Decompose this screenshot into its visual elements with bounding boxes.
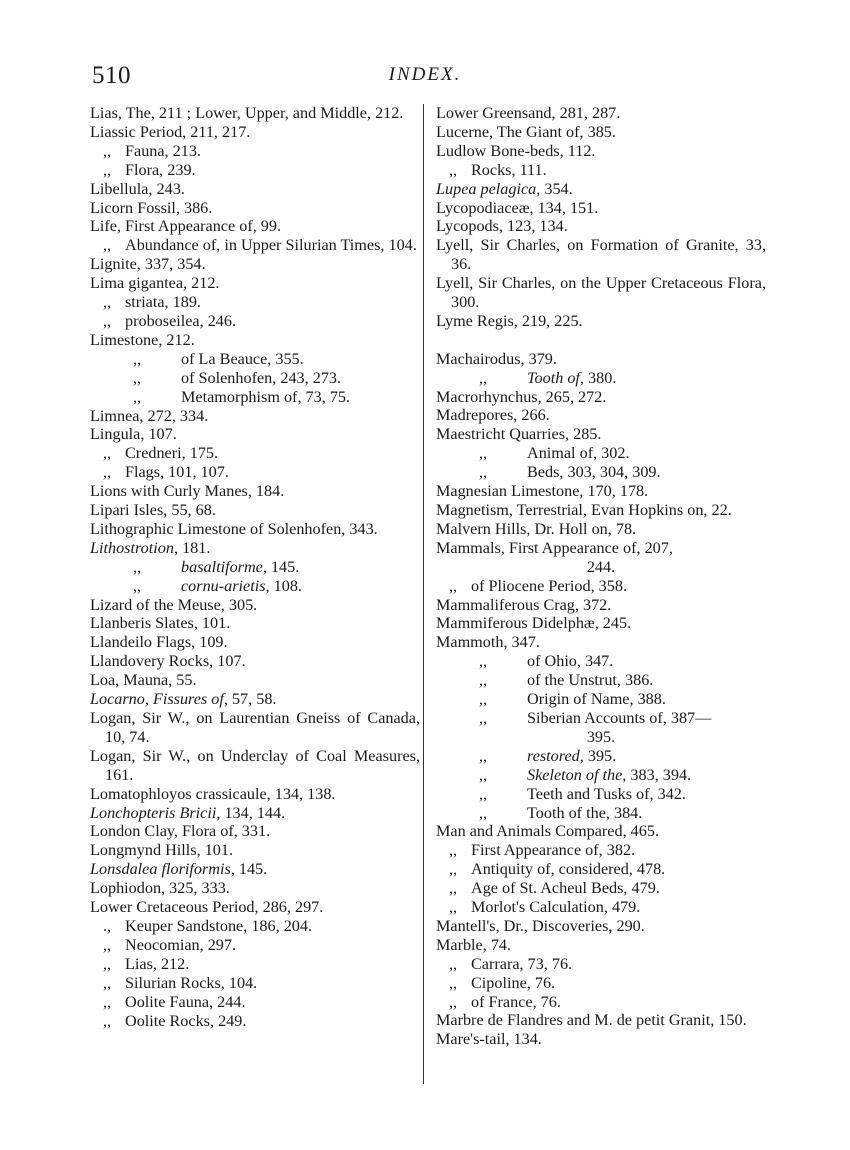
index-entry [436, 841, 766, 860]
ditto-mark: ,, [103, 293, 112, 312]
index-entry [436, 217, 766, 236]
ditto-mark: ,, [479, 765, 488, 784]
index-entry [90, 596, 420, 615]
index-entry [90, 539, 420, 558]
ditto-mark: ., [103, 916, 112, 935]
entry-text: Cipoline, 76. [471, 973, 556, 992]
index-entry [436, 804, 766, 823]
entry-text: Licorn Fossil, 386. [90, 198, 213, 217]
entry-text: 108. [269, 576, 302, 595]
ditto-mark: ,, [103, 1011, 112, 1030]
index-entry [90, 520, 420, 539]
index-entry [90, 974, 420, 993]
index-entry [436, 633, 766, 652]
entry-text: Madrepores, 266. [436, 406, 550, 425]
ditto-mark: ,, [449, 898, 458, 917]
entry-text: Macrorhynchus, 265, 272. [436, 387, 607, 406]
index-entry [90, 614, 420, 633]
italic-term: Lonsdalea floriformis, [90, 860, 235, 879]
entry-text: Tooth of the, 384. [527, 803, 643, 822]
ditto-mark: ,, [479, 803, 488, 822]
index-entry [90, 747, 420, 785]
entry-text: London Clay, Flora of, 331. [90, 822, 271, 841]
entry-text: Logan, Sir W., on Underclay of Coal Measures, 161. [90, 746, 420, 784]
ditto-mark: ,, [103, 311, 112, 330]
column-divider [423, 104, 424, 1084]
index-entry [436, 898, 766, 917]
entry-text: Lithographic Limestone of Solenhofen, 343. [90, 519, 378, 538]
entry-text: Morlot's Calculation, 479. [471, 898, 641, 917]
entry-gap [436, 331, 766, 350]
entry-text: 395. [586, 727, 616, 746]
index-entry [436, 747, 766, 766]
entry-text: Magnetism, Terrestrial, Evan Hopkins on, 22. [436, 501, 732, 520]
entry-text: Animal of, 302. [527, 444, 630, 463]
entry-text: Lima gigantea, 212. [90, 274, 220, 293]
index-entry [90, 161, 420, 180]
entry-text: First Appearance of, 382. [471, 841, 636, 860]
index-entry [436, 350, 766, 369]
ditto-mark: ,, [103, 954, 112, 973]
entry-text: of Pliocene Period, 358. [471, 576, 628, 595]
ditto-mark: ,, [103, 236, 112, 255]
index-entry [90, 955, 420, 974]
italic-term: basaltiforme, [181, 557, 267, 576]
entry-text: Carrara, 73, 76. [471, 954, 573, 973]
entry-text: Beds, 303, 304, 309. [527, 463, 661, 482]
entry-text: 383, 394. [626, 765, 692, 784]
italic-term: cornu-arietis, [181, 576, 270, 595]
index-entry [90, 785, 420, 804]
index-entry [90, 822, 420, 841]
entry-text: 145. [266, 557, 300, 576]
index-entry [436, 444, 766, 463]
italic-term: Tooth of, [527, 368, 584, 387]
italic-term: Lupea pelagica, [436, 179, 541, 198]
index-entry [436, 236, 766, 274]
entry-text: Mammals, First Appearance of, 207, [436, 538, 673, 557]
ditto-mark: ,, [103, 463, 112, 482]
index-entry [90, 407, 420, 426]
entry-text: Neocomian, 297. [125, 935, 237, 954]
index-entry [90, 501, 420, 520]
entry-text: of Ohio, 347. [527, 652, 614, 671]
italic-term: Locarno, Fissures of, [90, 690, 228, 709]
index-entry [436, 501, 766, 520]
index-entry [436, 482, 766, 501]
entry-text: Flora, 239. [125, 160, 196, 179]
index-entry [90, 936, 420, 955]
entry-text: Teeth and Tusks of, 342. [527, 784, 686, 803]
index-entry [90, 482, 420, 501]
entry-text: Longmynd Hills, 101. [90, 841, 233, 860]
ditto-mark: ,, [479, 746, 488, 765]
entry-text: Mammiferous Didelphæ, 245. [436, 614, 632, 633]
entry-text: proboseilea, 246. [125, 311, 237, 330]
entry-text: Lycopods, 123, 134. [436, 217, 568, 236]
index-entry [90, 671, 420, 690]
index-entry [90, 123, 420, 142]
entry-text: Malvern Hills, Dr. Holl on, 78. [436, 519, 637, 538]
entry-text: Ludlow Bone-beds, 112. [436, 141, 596, 160]
entry-text: Fauna, 213. [125, 141, 201, 160]
ditto-mark: ,, [103, 973, 112, 992]
ditto-mark: ,, [103, 935, 112, 954]
right-index-column [436, 104, 766, 1049]
index-entry [90, 104, 420, 123]
entry-text: Antiquity of, considered, 478. [471, 860, 666, 879]
entry-text: Origin of Name, 388. [527, 690, 666, 709]
entry-text: of France, 76. [471, 992, 561, 1011]
entry-text: of Solenhofen, 243, 273. [181, 368, 342, 387]
ditto-mark: ,, [479, 444, 488, 463]
index-entry [436, 180, 766, 199]
index-entry [436, 936, 766, 955]
entry-text: Lizard of the Meuse, 305. [90, 595, 258, 614]
index-entry [90, 274, 420, 293]
index-entry [436, 860, 766, 879]
ditto-mark: ,, [133, 576, 142, 595]
index-entry [436, 539, 766, 558]
left-index-column [90, 104, 420, 1030]
entry-text: Lias, The, 211 ; Lower, Upper, and Middle, 212. [90, 104, 404, 122]
italic-term: Skeleton of the, [527, 765, 627, 784]
entry-text: Limnea, 272, 334. [90, 406, 209, 425]
index-entry [436, 671, 766, 690]
entry-text: Abundance of, in Upper Silurian Times, 104. [125, 236, 417, 255]
ditto-mark: ,, [449, 954, 458, 973]
index-entry [436, 1030, 766, 1049]
index-entry [436, 388, 766, 407]
entry-text: Metamorphism of, 73, 75. [181, 387, 351, 406]
entry-text: Keuper Sandstone, 186, 204. [125, 916, 313, 935]
index-entry [90, 879, 420, 898]
index-entry [90, 652, 420, 671]
entry-text: Credneri, 175. [125, 444, 219, 463]
index-entry [90, 425, 420, 444]
index-entry [436, 974, 766, 993]
entry-text: of La Beauce, 355. [181, 349, 304, 368]
index-entry [90, 180, 420, 199]
entry-text: 395. [583, 746, 617, 765]
ditto-mark: ,, [449, 160, 458, 179]
entry-text: Lophiodon, 325, 333. [90, 879, 230, 898]
index-entry [436, 652, 766, 671]
ditto-mark: ,, [479, 671, 488, 690]
ditto-mark: ,, [103, 444, 112, 463]
index-entry [436, 406, 766, 425]
index-entry [90, 350, 420, 369]
entry-text: Mammaliferous Crag, 372. [436, 595, 612, 614]
index-entry [436, 879, 766, 898]
index-entry [90, 255, 420, 274]
index-entry [436, 822, 766, 841]
index-entry [436, 369, 766, 388]
entry-text: Lingula, 107. [90, 425, 177, 444]
ditto-mark: ,, [449, 860, 458, 879]
index-entry [90, 898, 420, 917]
entry-text: Liassic Period, 211, 217. [90, 122, 251, 141]
entry-text: Libellula, 243. [90, 179, 185, 198]
index-entry [436, 199, 766, 218]
entry-text: Life, First Appearance of, 99. [90, 217, 282, 236]
ditto-mark: ,, [449, 992, 458, 1011]
entry-text: Man and Animals Compared, 465. [436, 822, 659, 841]
entry-text: 244. [586, 557, 616, 576]
entry-text: Lomatophloyos crassicaule, 134, 138. [90, 784, 336, 803]
index-entry [436, 463, 766, 482]
running-head: INDEX. [388, 64, 462, 85]
index-entry [436, 917, 766, 936]
entry-text: Lower Greensand, 281, 287. [436, 104, 621, 122]
index-entry [90, 236, 420, 255]
index-entry [90, 917, 420, 936]
index-entry [90, 388, 420, 407]
entry-text: Oolite Rocks, 249. [125, 1011, 247, 1030]
ditto-mark: ,, [479, 652, 488, 671]
index-entry [436, 577, 766, 596]
index-entry [90, 860, 420, 879]
index-entry [90, 558, 420, 577]
index-entry [436, 142, 766, 161]
entry-text: Mantell's, Dr., Discoveries, 290. [436, 916, 645, 935]
ditto-mark: ,, [103, 160, 112, 179]
index-entry [90, 841, 420, 860]
ditto-mark: ,, [133, 368, 142, 387]
entry-text: Logan, Sir W., on Laurentian Gneiss of Canada, 10, 74. [90, 709, 420, 746]
entry-text: Mare's-tail, 134. [436, 1030, 542, 1049]
entry-text: Lyme Regis, 219, 225. [436, 311, 583, 330]
index-entry [436, 1011, 766, 1030]
entry-text: Rocks, 111. [471, 160, 547, 179]
index-entry [90, 312, 420, 331]
entry-text: Lions with Curly Manes, 184. [90, 482, 285, 501]
entry-text: Age of St. Acheul Beds, 479. [471, 879, 660, 898]
index-entry [436, 728, 766, 747]
entry-text: 380. [583, 368, 617, 387]
entry-text: Limestone, 212. [90, 330, 195, 349]
ditto-mark: ,, [479, 368, 488, 387]
index-entry [90, 804, 420, 823]
entry-text: Llandeilo Flags, 109. [90, 633, 228, 652]
ditto-mark: ,, [479, 784, 488, 803]
entry-text: Llandovery Rocks, 107. [90, 652, 246, 671]
entry-text: Lignite, 337, 354. [90, 255, 206, 274]
ditto-mark: ,, [133, 557, 142, 576]
entry-text: striata, 189. [125, 293, 201, 312]
entry-text: 145. [234, 860, 268, 879]
ditto-mark: ,, [449, 841, 458, 860]
entry-text: Flags, 101, 107. [125, 463, 229, 482]
index-entry [436, 425, 766, 444]
entry-text: of the Unstrut, 386. [527, 671, 654, 690]
entry-text: Silurian Rocks, 104. [125, 973, 258, 992]
index-entry [90, 444, 420, 463]
entry-text: Marble, 74. [436, 935, 512, 954]
index-entry [436, 123, 766, 142]
ditto-mark: ,, [479, 708, 488, 727]
entry-text: Oolite Fauna, 244. [125, 992, 246, 1011]
index-entry [90, 1012, 420, 1031]
index-entry [90, 331, 420, 350]
ditto-mark: ,, [479, 463, 488, 482]
index-entry [90, 217, 420, 236]
ditto-mark: ,, [479, 690, 488, 709]
entry-text: Llanberis Slates, 101. [90, 614, 231, 633]
entry-text: 181. [178, 538, 211, 557]
index-entry [436, 785, 766, 804]
index-entry [436, 312, 766, 331]
entry-text: Siberian Accounts of, 387— [527, 708, 712, 727]
entry-text: Lipari Isles, 55, 68. [90, 501, 216, 520]
index-entry [90, 633, 420, 652]
entry-text: Mammoth, 347. [436, 633, 540, 652]
ditto-mark: ,, [449, 576, 458, 595]
ditto-mark: ,, [449, 879, 458, 898]
ditto-mark: ,, [133, 349, 142, 368]
entry-text: 354. [540, 179, 573, 198]
index-entry [90, 463, 420, 482]
entry-text: Machairodus, 379. [436, 349, 557, 368]
index-entry [436, 274, 766, 312]
ditto-mark: ,, [449, 973, 458, 992]
index-entry [90, 993, 420, 1012]
index-entry [436, 614, 766, 633]
index-entry [90, 293, 420, 312]
index-entry [436, 766, 766, 785]
entry-text: Lias, 212. [125, 954, 190, 973]
entry-text: Marbre de Flandres and M. de petit Granit, 150. [436, 1011, 747, 1030]
index-entry [90, 199, 420, 218]
entry-text: Magnesian Limestone, 170, 178. [436, 482, 649, 501]
entry-text: Lyell, Sir Charles, on the Upper Cretaceous Flora, 300. [436, 274, 766, 312]
index-entry [436, 993, 766, 1012]
index-entry [436, 104, 766, 123]
entry-text: Lycopodiaceæ, 134, 151. [436, 198, 599, 217]
index-entry [436, 690, 766, 709]
index-entry [436, 520, 766, 539]
index-entry [90, 577, 420, 596]
index-entry [436, 596, 766, 615]
entry-text: Lyell, Sir Charles, on Formation of Granite, 33, 36. [436, 236, 766, 274]
index-entry [436, 709, 766, 728]
ditto-mark: ,, [103, 992, 112, 1011]
index-entry [436, 955, 766, 974]
entry-text: 134, 144. [220, 803, 286, 822]
index-entry [90, 690, 420, 709]
index-entry [90, 709, 420, 747]
entry-text: Loa, Mauna, 55. [90, 671, 197, 690]
index-entry [436, 161, 766, 180]
ditto-mark: ,, [103, 141, 112, 160]
page-number: 510 [92, 62, 131, 89]
index-entry [90, 369, 420, 388]
italic-term: restored, [527, 746, 584, 765]
entry-text: Maestricht Quarries, 285. [436, 425, 602, 444]
index-entry [436, 558, 766, 577]
entry-text: Lower Cretaceous Period, 286, 297. [90, 898, 324, 917]
italic-term: Lithostrotion, [90, 538, 179, 557]
italic-term: Lonchopteris Bricii, [90, 803, 221, 822]
entry-text: Lucerne, The Giant of, 385. [436, 122, 616, 141]
ditto-mark: ,, [133, 387, 142, 406]
entry-text: 57, 58. [227, 690, 277, 709]
index-entry [90, 142, 420, 161]
